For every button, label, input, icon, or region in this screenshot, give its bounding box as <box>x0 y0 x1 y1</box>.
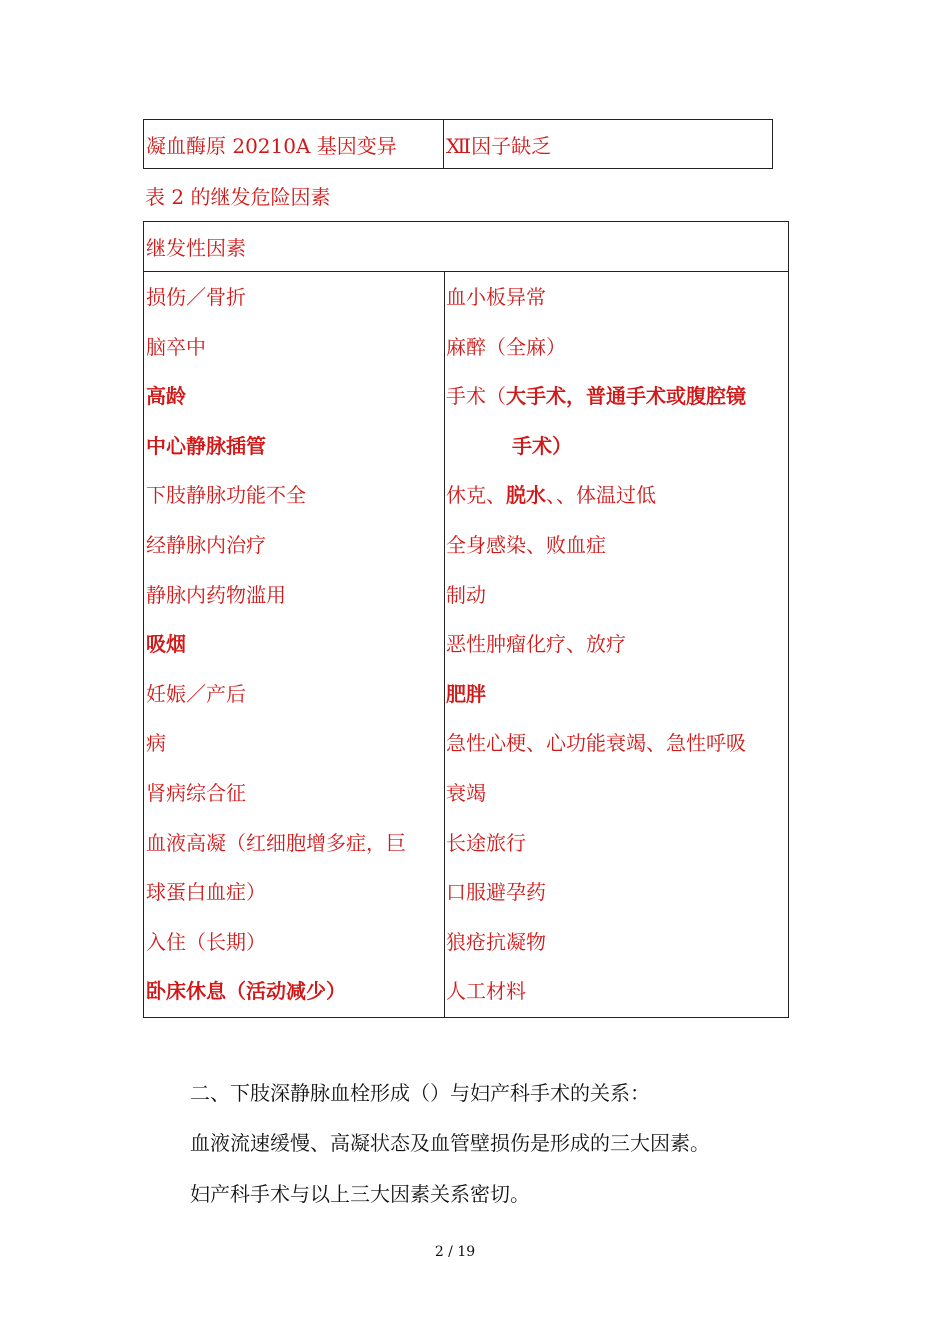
list-item: 经静脉内治疗 <box>146 532 266 557</box>
table-genetic-factors <box>143 119 773 169</box>
list-item: 吸烟 <box>146 632 186 657</box>
list-item-text: 、、体温过低 <box>546 483 656 508</box>
list-item: 人工材料 <box>446 979 526 1004</box>
list-item: 静脉内药物滥用 <box>146 582 286 607</box>
list-item: 麻醉（全麻） <box>446 334 566 359</box>
page-number: 2 / 19 <box>434 1244 476 1260</box>
list-item: 损伤／骨折 <box>146 285 246 309</box>
table-caption: 表 2 的继发危险因素 <box>145 185 331 209</box>
list-item: 肾病综合征 <box>146 780 246 805</box>
left-column <box>146 280 442 1024</box>
list-item: 入住（长期） <box>146 929 266 954</box>
table-cell: 凝血酶原 20210A 基因变异 <box>144 120 444 168</box>
list-item: 脑卒中 <box>146 334 206 359</box>
paragraph: 妇产科手术与以上三大因素关系密切。 <box>190 1182 530 1206</box>
section-heading: 二、下肢深静脉血栓形成（）与妇产科手术的关系： <box>190 1081 650 1105</box>
list-item: 口服避孕药 <box>446 880 546 905</box>
right-column <box>446 280 786 1024</box>
list-item: 手术） <box>512 433 572 458</box>
list-item: 全身感染、败血症 <box>446 532 606 557</box>
column-divider <box>444 272 445 1017</box>
list-item: 中心静脉插管 <box>146 433 266 458</box>
list-item: 急性心梗、心功能衰竭、急性呼吸 <box>446 731 746 756</box>
list-item: 衰竭 <box>446 780 486 805</box>
list-item: 血液高凝（红细胞增多症，巨 <box>146 830 406 855</box>
list-item-text: 手术（ <box>446 384 506 409</box>
list-item: 长途旅行 <box>446 830 526 855</box>
list-item: 下肢静脉功能不全 <box>146 483 306 508</box>
list-item: 肥胖 <box>446 681 486 706</box>
list-item: 卧床休息（活动减少） <box>146 979 346 1004</box>
paragraph: 血液流速缓慢、高凝状态及血管壁损伤是形成的三大因素。 <box>190 1131 710 1155</box>
list-item: 制动 <box>446 582 486 607</box>
list-item-bold-text: 脱水 <box>506 483 546 508</box>
list-item-bold-text: 大手术，普通手术或腹腔镜 <box>506 384 746 409</box>
list-item: 血小板异常 <box>446 285 546 309</box>
list-item: 病 <box>146 731 166 756</box>
table-secondary-factors <box>143 221 789 1018</box>
table-cell: Ⅻ因子缺乏 <box>446 133 552 158</box>
list-item: 球蛋白血症） <box>146 880 266 905</box>
list-item: 狼疮抗凝物 <box>446 929 546 954</box>
table-body <box>144 272 788 1017</box>
list-item <box>446 379 786 429</box>
list-item: 妊娠／产后 <box>146 681 246 706</box>
table-header: 继发性因素 <box>144 222 788 272</box>
list-item: 恶性肿瘤化疗、放疗 <box>446 632 626 657</box>
list-item: 高龄 <box>146 384 186 409</box>
list-item-text: 休克、 <box>446 483 506 508</box>
list-item <box>446 478 786 528</box>
